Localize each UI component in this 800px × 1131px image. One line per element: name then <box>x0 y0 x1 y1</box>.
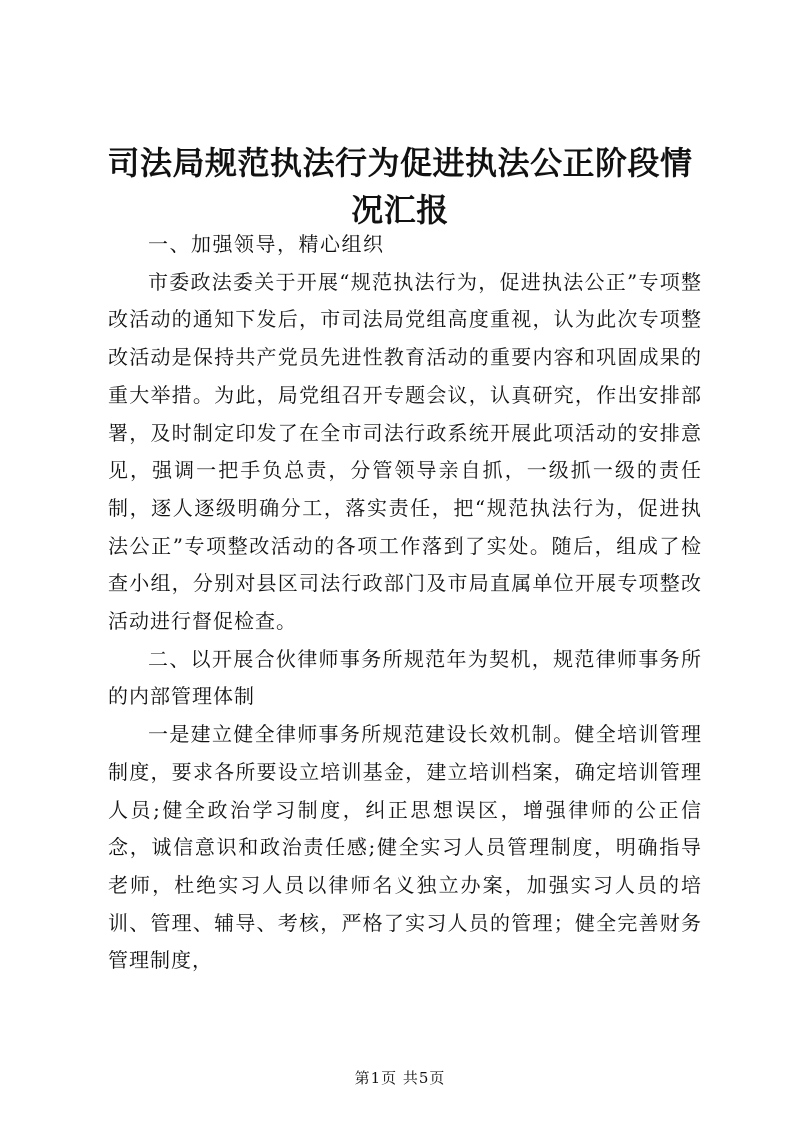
body-paragraph-2: 一是建立健全律师事务所规范建设长效机制。健全培训管理制度，要求各所要设立培训基金，建立培训档案，确定培训管理人员;健全政治学习制度，纠正思想误区，增强律师的公正信念，诚信意识和政治责任感;健全实习人员管理制度，明确指导老师，杜绝实习人员以律师名义独立办案，加强实习人员的培训、管理、辅导、考核，严格了实习人员的管理；健全完善财务管理制度， <box>108 722 702 973</box>
page-footer: 第1页 共5页 <box>354 1069 446 1087</box>
section-heading-1: 一、加强领导，精心组织 <box>148 232 385 256</box>
section-heading-2: 二、以开展合伙律师事务所规范年为契机，规范律师事务所的内部管理体制 <box>108 646 702 709</box>
document-body <box>108 226 702 980</box>
body-paragraph-1: 市委政法委关于开展“规范执法行为，促进执法公正”专项整改活动的通知下发后，市司法局党组高度重视，认为此次专项整改活动是保持共产党员先进性教育活动的重要内容和巩固成果的重大举措。为此，局党组召开专题会议，认真研究，作出安排部署，及时制定印发了在全市司法行政系统开展此项活动的安排意见，强调一把手负总责，分管领导亲自抓，一级抓一级的责任制，逐人逐级明确分工，落实责任，把“规范执法行为，促进执法公正”专项整改活动的各项工作落到了实处。随后，组成了检查小组，分别对县区司法行政部门及市局直属单位开展专项整改活动进行督促检查。 <box>108 269 702 634</box>
document-title: 司法局规范执法行为促进执法公正阶段情况汇报 <box>107 144 693 229</box>
